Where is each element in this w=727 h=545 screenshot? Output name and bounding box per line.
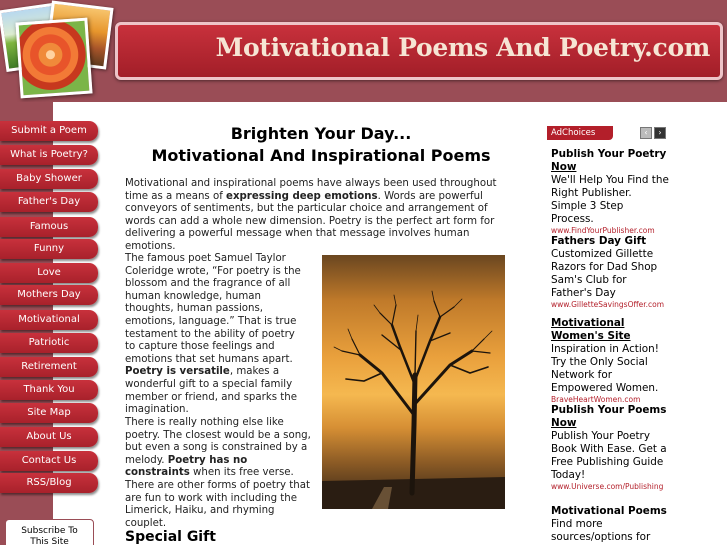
ad-title-line-2: Women's Site (551, 330, 631, 342)
ads-column (547, 126, 668, 545)
adchoices-link[interactable]: AdChoices (547, 126, 613, 140)
ad-title-link[interactable] (551, 235, 669, 248)
nav-item-thank-you[interactable]: Thank You (0, 380, 98, 400)
subscribe-button[interactable] (5, 519, 94, 545)
nav-item-famous[interactable]: Famous (0, 217, 98, 237)
ad-body: Customized Gillette Razors for Dad Shop Sam's Club for Father's Day (551, 248, 658, 299)
nav-item-retirement[interactable]: Retirement (0, 357, 98, 377)
ad-url-link[interactable]: www.FindYourPublisher.com (551, 225, 655, 235)
nav-item-funny[interactable]: Funny (0, 239, 98, 259)
nav-item-site-map[interactable]: Site Map (0, 403, 98, 423)
ad-url-link[interactable]: www.Universe.com/Publishing (551, 481, 664, 491)
adchoices-bar (547, 126, 668, 140)
ad-unit (551, 317, 669, 405)
nav-item-rss-blog[interactable]: RSS/Blog (0, 473, 98, 493)
special-gift-heading: Special Gift (125, 529, 216, 545)
chevron-left-icon[interactable]: ‹ (640, 127, 652, 139)
ad-body: Find more sources/options for (551, 518, 651, 543)
ad-title-line-1: Motivational Poems (551, 505, 667, 517)
coleridge-paragraph: The famous poet Samuel Taylor Coleridge wrote, “For poetry is the blossom and the fragrance of all human knowledge, human thoughts, human passions, emotions, language.” That is true testament to the ability of poetry to capture those feelings and emotions that set humans apart. Poetry is versatile, makes a wonderful gift to a special family member or friend, and sparks the imagination. (125, 253, 301, 416)
ad-body: We'll Help You Find the Right Publisher. Simple 3 Step Process. (551, 174, 669, 225)
nav-item-patriotic[interactable]: Patriotic (0, 333, 98, 353)
ad-title-line-2: Now (551, 161, 577, 173)
ad-unit (551, 235, 669, 310)
nav-item-love[interactable]: Love (0, 263, 98, 283)
main-content (125, 120, 517, 545)
constraints-emphasis: Poetry has no constraints (125, 454, 248, 479)
headline-line-1: Brighten Your Day... (230, 124, 412, 143)
intro-paragraph: Motivational and inspirational poems have always been used throughout time as a means of expressing deep emotions. Words are powerful conveyors of sentiments, but the particular choice and arrangement of words can add a whole new dimension. Poetry is the perfect art form for delivering a powerful message when that message involves human emotions. (125, 178, 497, 252)
site-title: Motivational Poems And Poetry.com (215, 33, 710, 62)
nav-item-contact-us[interactable]: Contact Us (0, 451, 98, 471)
nav-item-father-s-day[interactable]: Father's Day (0, 192, 98, 212)
title-banner[interactable] (115, 22, 723, 80)
chevron-right-icon[interactable]: › (654, 127, 666, 139)
ad-url-link[interactable]: BraveHeartWomen.com (551, 394, 641, 404)
ad-title-line-1: Fathers Day Gift (551, 235, 647, 247)
nav-item-about-us[interactable]: About Us (0, 427, 98, 447)
nav-item-mothers-day[interactable]: Mothers Day (0, 285, 98, 305)
subscribe-label-1: Subscribe To (21, 526, 78, 536)
versatile-emphasis: Poetry is versatile (125, 366, 230, 378)
ad-title-line-1: Motivational (551, 317, 625, 329)
ad-unit (551, 505, 669, 544)
ad-unit (551, 404, 669, 492)
ad-url-link[interactable]: www.GilletteSavingsOffer.com (551, 299, 665, 309)
ad-body: Publish Your Poetry Book With Ease. Get a Free Publishing Guide Today! (551, 430, 667, 481)
intro-emphasis: expressing deep emotions (226, 190, 378, 202)
subscribe-label-2: This Site (30, 537, 69, 545)
ad-title-link[interactable] (551, 505, 669, 518)
tree-sunset-photo (322, 255, 505, 509)
nav-item-what-is-poetry[interactable]: What is Poetry? (0, 145, 98, 165)
nav-item-motivational[interactable]: Motivational (0, 310, 98, 330)
constraints-paragraph: There is really nothing else like poetry. The closest would be a song, but even a song is constrained by a melody. Poetry has no constraints when its free verse. There are other forms of poetry that are fun to work with including the Limerick, Haiku, and rhyming couplet. (125, 417, 311, 529)
ad-unit (551, 148, 669, 236)
ad-title-line-1: Publish Your Poetry (551, 148, 667, 160)
ad-title-link[interactable] (551, 317, 669, 343)
page-headline (125, 123, 517, 167)
ad-title-line-2: Now (551, 417, 577, 429)
ad-title-line-1: Publish Your Poems (551, 404, 667, 416)
nav-item-baby-shower[interactable]: Baby Shower (0, 169, 98, 189)
ad-body: Inspiration in Action! Try the Only Social Network for Empowered Women. (551, 343, 659, 394)
ad-title-link[interactable] (551, 404, 669, 430)
site-header (0, 0, 727, 102)
rose-photo (15, 18, 92, 99)
nav-item-submit-a-poem[interactable]: Submit a Poem (0, 121, 98, 141)
ad-title-link[interactable] (551, 148, 669, 174)
tree-silhouette (322, 255, 505, 509)
headline-line-2: Motivational And Inspirational Poems (151, 146, 491, 165)
